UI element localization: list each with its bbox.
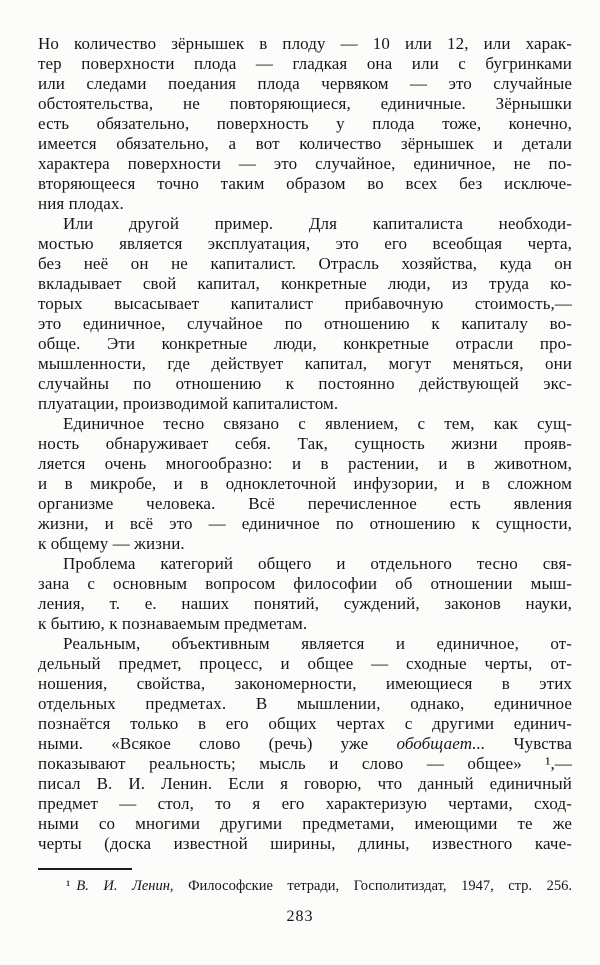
text-line: ния плодах. (38, 194, 124, 213)
text-line: ношения, свойства, закономерности, имеющиеся в этих (38, 674, 572, 693)
paragraph-4 (38, 554, 572, 634)
page-number: 283 (286, 908, 314, 925)
text-line: ность обнаруживает себя. Так, сущность жизни прояв- (38, 434, 572, 453)
text-line: зана с основным вопросом философии об отношении мыш- (38, 574, 572, 593)
text-line: обстоятельства, не повторяющиеся, единичные. Зёрнышки (38, 94, 572, 113)
paragraph-5 (38, 634, 572, 854)
line-segment: Чувства (485, 734, 572, 753)
text-line: к бытию, к познаваемым предметам. (38, 614, 308, 633)
text-line: вкладывает свой капитал, конкретные люди, из труда ко- (38, 274, 572, 293)
text-line: дельный предмет, процесс, и общее — сходные черты, от- (38, 654, 572, 673)
footnote-author: В. И. Ленин, (76, 878, 174, 894)
text-line: тер поверхности плода — гладкая она или с бугринками (38, 54, 572, 73)
italic-emphasis: обобщает... (396, 734, 486, 753)
text-line: мостью является эксплуатация, это его всеобщая черта, (38, 234, 572, 253)
text-line: или следами поедания плода червяком — это случайные (38, 74, 572, 93)
text-line: плуатации, производимой капиталистом. (38, 394, 339, 413)
text-line: случайны по отношению к постоянно действующей экс- (38, 374, 572, 393)
text-line: Или другой пример. Для капиталиста необходи- (63, 214, 572, 233)
text-line: мышленности, где действует капитал, могут меняться, они (38, 354, 572, 373)
text-line: ными со многими другими предметами, имеющими те же (38, 814, 572, 833)
text-line: и в микробе, и в одноклеточной инфузории, и в сложном (38, 474, 572, 493)
line-segment: ными. «Всякое слово (речь) уже (38, 734, 397, 753)
footnote-marker: ¹ (66, 878, 71, 894)
text-line: это единичное, случайное по отношению к капиталу во- (38, 314, 572, 333)
text-line: ления, т. е. наших понятий, суждений, законов науки, (38, 594, 572, 613)
footnote-text: Философские тетради, Госполитиздат, 1947, стр. 256. (173, 878, 572, 894)
footnote (38, 877, 572, 895)
text-line: вторяющееся точно таким образом во всех без исключе- (38, 174, 572, 193)
text-line: жизни, и всё это — единичное по отношению к сущности, (38, 514, 572, 533)
footnote-divider (38, 868, 132, 870)
text-line: есть обязательно, поверхность у плода тоже, конечно, (38, 114, 572, 133)
text-line: торых высасывает капиталист прибавочную стоимость,— (38, 294, 572, 313)
text-line: без неё он не капиталист. Отрасль хозяйства, куда он (38, 254, 572, 273)
text-line: писал В. И. Ленин. Если я говорю, что данный единичный (38, 774, 572, 793)
text-line: познаётся только в его общих чертах с другими единич- (38, 714, 572, 733)
text-line: показывают реальность; мысль и слово — общее» ¹,— (38, 754, 572, 773)
text-line (38, 734, 572, 754)
text-line: отдельных предметах. В мышлении, однако, единичное (38, 694, 572, 713)
text-line: имеется обязательно, а вот количество зёрнышек и детали (38, 134, 572, 153)
text-line: характера поверхности — это случайное, единичное, не по- (38, 154, 572, 173)
paragraph-3 (38, 414, 572, 554)
text-line: организме человека. Всё перечисленное есть явления (38, 494, 572, 513)
text-line: предмет — стол, то я его характеризую чертами, сход- (38, 794, 572, 813)
paragraph-1 (38, 34, 572, 214)
text-line: ляется очень многообразно: и в растении, и в животном, (38, 454, 572, 473)
text-line: к общему — жизни. (38, 534, 185, 553)
paragraph-2 (38, 214, 572, 414)
text-line: черты (доска известной ширины, длины, известного каче- (38, 834, 572, 853)
text-line: Единичное тесно связано с явлением, с тем, как сущ- (63, 414, 572, 433)
text-block (38, 34, 572, 854)
text-line: Проблема категорий общего и отдельного тесно свя- (63, 554, 572, 573)
text-line: Реальным, объективным является и единичное, от- (63, 634, 572, 653)
text-line: обще. Эти конкретные люди, конкретные отрасли про- (38, 334, 572, 353)
text-line: Но количество зёрнышек в плоду — 10 или 12, или харак- (38, 34, 572, 53)
